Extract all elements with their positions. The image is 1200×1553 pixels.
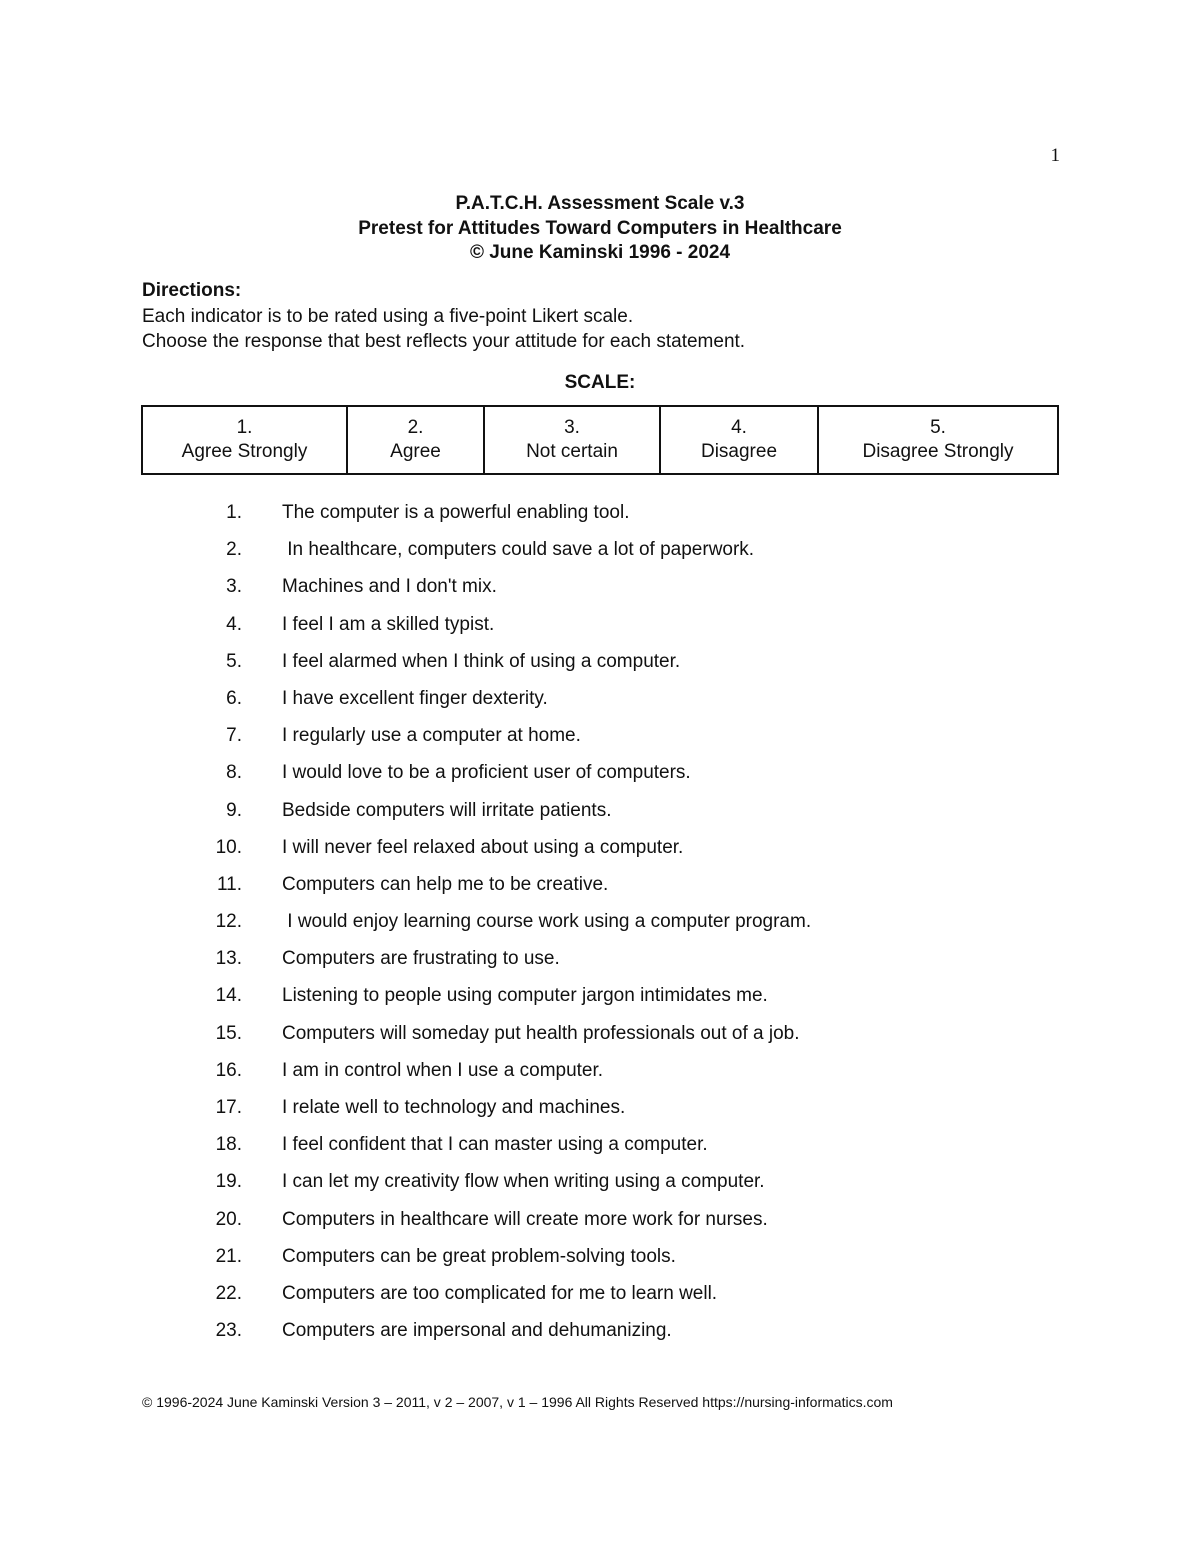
statement-item: [0, 760, 1200, 797]
title-line-2: Pretest for Attitudes Toward Computers in Healthcare: [358, 217, 842, 239]
statement-item: [0, 612, 1200, 649]
statement-text: Computers will someday put health professionals out of a job.: [282, 1022, 800, 1044]
title-line-1: P.A.T.C.H. Assessment Scale v.3: [455, 193, 745, 214]
scale-option-agree: [347, 406, 484, 474]
statement-item: [0, 872, 1200, 909]
statement-text: I regularly use a computer at home.: [282, 725, 581, 747]
statement-item: [0, 1132, 1200, 1169]
statement-text: I would enjoy learning course work using a computer program.: [282, 911, 812, 933]
statement-number: 10.: [215, 836, 242, 858]
scale-heading: SCALE:: [564, 372, 636, 393]
statement-item: [0, 983, 1200, 1020]
statement-item: [0, 798, 1200, 835]
statement-text: I will never feel relaxed about using a computer.: [282, 836, 684, 858]
statement-text: Machines and I don't mix.: [282, 576, 497, 598]
statement-item: [0, 1281, 1200, 1318]
statement-number: 1.: [226, 502, 242, 523]
copyright-footer: © 1996-2024 June Kaminski Version 3 – 2011, v 2 – 2007, v 1 – 1996 All Rights Reserved https://nursing-informatics.com: [142, 1394, 893, 1410]
scale-option-number: 4.: [731, 417, 747, 438]
statement-number: 19.: [215, 1171, 242, 1193]
statement-number: 11.: [216, 873, 242, 895]
statement-item: [0, 537, 1200, 574]
statement-text: I feel I am a skilled typist.: [282, 613, 495, 635]
statement-number: 7.: [226, 725, 242, 747]
statement-text: I feel alarmed when I think of using a computer.: [282, 650, 681, 672]
scale-option-label: Not certain: [526, 441, 618, 462]
statement-item: [0, 1244, 1200, 1281]
scale-option-disagree-strongly: [818, 406, 1058, 474]
statement-number: 4.: [226, 613, 242, 635]
statement-text: I am in control when I use a computer.: [282, 1059, 604, 1081]
statement-text: The computer is a powerful enabling tool.: [282, 502, 630, 523]
scale-option-number: 1.: [236, 417, 253, 438]
statement-number: 12.: [215, 911, 242, 933]
statement-item: [0, 1021, 1200, 1058]
statement-item: [0, 574, 1200, 611]
scale-option-number: 5.: [930, 417, 946, 438]
statement-number: 14.: [215, 985, 242, 1007]
statement-text: Computers are too complicated for me to learn well.: [282, 1282, 718, 1304]
statement-item: [0, 946, 1200, 983]
statement-item: [0, 1207, 1200, 1244]
statement-item: [0, 686, 1200, 723]
statement-text: In healthcare, computers could save a lot of paperwork.: [282, 539, 755, 561]
statement-number: 2.: [226, 539, 242, 561]
statement-text: I have excellent finger dexterity.: [282, 687, 548, 709]
likert-scale-table: [141, 405, 1059, 475]
scale-option-number: 2.: [407, 417, 424, 438]
scale-option-label: Disagree Strongly: [862, 441, 1014, 462]
statement-text: I feel confident that I can master using a computer.: [282, 1134, 708, 1156]
scale-row: [142, 406, 1058, 474]
statement-number: 22.: [215, 1282, 242, 1304]
statement-text: Computers in healthcare will create more work for nurses.: [282, 1208, 768, 1230]
statement-text: Bedside computers will irritate patients.: [282, 799, 612, 821]
statement-item: [0, 1169, 1200, 1206]
statement-item: [0, 723, 1200, 760]
statement-item: [0, 909, 1200, 946]
directions-line-2: Choose the response that best reflects your attitude for each statement.: [142, 331, 746, 352]
statement-text: I would love to be a proficient user of computers.: [282, 762, 691, 784]
statement-item: [0, 649, 1200, 686]
scale-option-label: Disagree: [700, 441, 778, 462]
statement-number: 21.: [215, 1245, 242, 1267]
statement-number: 8.: [226, 762, 242, 784]
statement-number: 6.: [226, 687, 242, 709]
directions-line-1: Each indicator is to be rated using a five-point Likert scale.: [142, 305, 634, 327]
statement-number: 18.: [215, 1134, 242, 1156]
directions-heading: Directions:: [142, 280, 242, 301]
statement-text: Computers can help me to be creative.: [282, 873, 609, 895]
statement-number: 15.: [215, 1022, 242, 1044]
statement-number: 16.: [215, 1059, 242, 1081]
statement-number: 17.: [215, 1097, 242, 1118]
statement-text: I relate well to technology and machines.: [282, 1097, 626, 1118]
directions: [142, 278, 1062, 355]
statement-item: [0, 1058, 1200, 1095]
scale-option-label: Agree Strongly: [181, 441, 308, 462]
scale-option-agree-strongly: [142, 406, 347, 474]
scale-option-not-certain: [484, 406, 660, 474]
statement-text: Computers are impersonal and dehumanizing.: [282, 1320, 672, 1342]
statement-item: [0, 1318, 1200, 1355]
statement-number: 23.: [215, 1320, 242, 1342]
scale-option-disagree: [660, 406, 818, 474]
statement-item: [0, 835, 1200, 872]
page-number: 1: [1050, 145, 1060, 166]
statement-text: Computers can be great problem-solving tools.: [282, 1245, 676, 1267]
scale-option-label: Agree: [390, 441, 441, 462]
statement-number: 13.: [215, 948, 242, 970]
statement-text: Computers are frustrating to use.: [282, 948, 560, 970]
statement-number: 3.: [226, 576, 242, 598]
scale-option-number: 3.: [564, 417, 580, 438]
statement-list: [0, 500, 1200, 1355]
statement-number: 5.: [226, 650, 242, 672]
statement-item: [0, 500, 1200, 537]
title-line-3: © June Kaminski 1996 - 2024: [469, 242, 731, 263]
document-title: [140, 192, 1060, 266]
statement-text: I can let my creativity flow when writing using a computer.: [282, 1171, 765, 1193]
statement-number: 9.: [226, 799, 242, 821]
statement-text: Listening to people using computer jargon intimidates me.: [282, 985, 768, 1007]
statement-item: [0, 1095, 1200, 1132]
statement-number: 20.: [215, 1208, 242, 1230]
